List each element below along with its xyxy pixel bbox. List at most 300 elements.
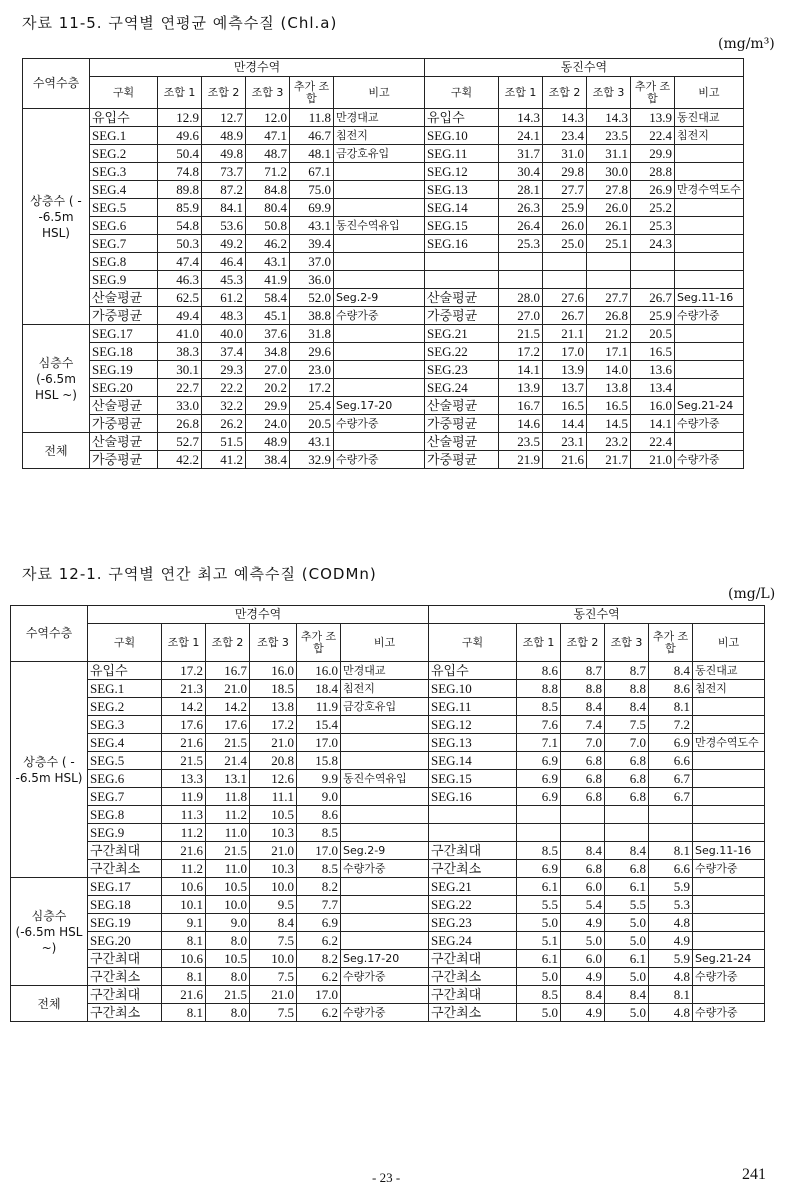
right-combo1-cell: 8.8: [517, 680, 561, 698]
left-combo2-cell: 10.5: [206, 950, 250, 968]
zone-label-total: 전체: [11, 986, 88, 1022]
right-note-cell: 수량가중: [693, 860, 765, 878]
left-additional-cell: 38.8: [290, 307, 334, 325]
left-note-cell: [341, 878, 429, 896]
table-row: [23, 163, 744, 181]
right-note-cell: [675, 253, 744, 271]
right-additional-cell: 5.9: [649, 878, 693, 896]
right-combo3-cell: 6.8: [605, 860, 649, 878]
left-group-header: 만경수역: [90, 59, 425, 77]
right-section-cell: SEG.21: [429, 878, 517, 896]
table-row: [23, 361, 744, 379]
table-row: [11, 950, 765, 968]
right-combo1-cell: 5.5: [517, 896, 561, 914]
table-row: [11, 806, 765, 824]
right-combo1-cell: 24.1: [499, 127, 543, 145]
left-combo1-cell: 30.1: [158, 361, 202, 379]
right-section-cell: SEG.21: [425, 325, 499, 343]
left-combo2-cell: 29.3: [202, 361, 246, 379]
left-additional-cell: 15.4: [297, 716, 341, 734]
left-additional-cell: 37.0: [290, 253, 334, 271]
left-additional-cell: 11.8: [290, 109, 334, 127]
right-note-cell: [693, 914, 765, 932]
right-combo2-cell: 7.0: [561, 734, 605, 752]
right-combo3-cell: 6.8: [605, 770, 649, 788]
right-combo2-cell: 6.8: [561, 860, 605, 878]
right-combo2-cell: 25.9: [543, 199, 587, 217]
right-combo1-cell: 6.9: [517, 752, 561, 770]
right-combo1-cell: [517, 824, 561, 842]
left-section-cell: 가중평균: [90, 451, 158, 469]
left-combo3-cell: 71.2: [246, 163, 290, 181]
col-additional: 추가 조합: [290, 77, 334, 109]
right-combo3-cell: 6.1: [605, 878, 649, 896]
right-combo1-cell: 31.7: [499, 145, 543, 163]
left-additional-cell: 31.8: [290, 325, 334, 343]
left-note-cell: [341, 734, 429, 752]
left-combo3-cell: 20.2: [246, 379, 290, 397]
left-combo1-cell: 11.9: [162, 788, 206, 806]
right-combo1-cell: 5.0: [517, 1004, 561, 1022]
left-note-cell: 수량가중: [334, 307, 425, 325]
left-combo2-cell: 14.2: [206, 698, 250, 716]
right-note-cell: [675, 379, 744, 397]
right-combo2-cell: 21.6: [543, 451, 587, 469]
left-section-cell: SEG.7: [88, 788, 162, 806]
left-section-cell: SEG.4: [90, 181, 158, 199]
left-additional-cell: 6.2: [297, 1004, 341, 1022]
right-additional-cell: 26.9: [631, 181, 675, 199]
left-combo2-cell: 21.5: [206, 986, 250, 1004]
table-row: [23, 109, 744, 127]
left-note-cell: [334, 199, 425, 217]
col-section: 구획: [90, 77, 158, 109]
left-section-cell: SEG.17: [90, 325, 158, 343]
left-section-cell: 산술평균: [90, 433, 158, 451]
table-row: [11, 680, 765, 698]
left-combo1-cell: 85.9: [158, 199, 202, 217]
right-combo1-cell: 30.4: [499, 163, 543, 181]
left-note-cell: 수량가중: [341, 860, 429, 878]
right-combo2-cell: [543, 253, 587, 271]
right-section-cell: 가중평균: [425, 415, 499, 433]
right-combo2-cell: 31.0: [543, 145, 587, 163]
right-combo1-cell: 14.3: [499, 109, 543, 127]
page-number-right: 241: [742, 1166, 766, 1183]
right-section-cell: SEG.15: [425, 217, 499, 235]
left-combo1-cell: 50.4: [158, 145, 202, 163]
left-combo2-cell: 9.0: [206, 914, 250, 932]
right-note-cell: 동진대교: [693, 662, 765, 680]
table-row: [11, 968, 765, 986]
right-section-cell: 산술평균: [425, 433, 499, 451]
left-additional-cell: 8.5: [297, 824, 341, 842]
right-note-cell: [675, 163, 744, 181]
col-combo-1: 조합 1: [158, 77, 202, 109]
table-row: [11, 698, 765, 716]
right-section-cell: SEG.12: [429, 716, 517, 734]
left-additional-cell: 46.7: [290, 127, 334, 145]
right-combo2-cell: 8.4: [561, 698, 605, 716]
right-combo3-cell: 27.8: [587, 181, 631, 199]
table-row: [11, 824, 765, 842]
right-section-cell: 가중평균: [425, 307, 499, 325]
col-combo-2: 조합 2: [202, 77, 246, 109]
left-combo2-cell: 17.6: [206, 716, 250, 734]
right-additional-cell: 8.4: [649, 662, 693, 680]
left-additional-cell: 25.4: [290, 397, 334, 415]
table-row: [23, 199, 744, 217]
left-combo1-cell: 11.2: [162, 824, 206, 842]
right-combo3-cell: 23.5: [587, 127, 631, 145]
left-section-cell: 산술평균: [90, 289, 158, 307]
right-combo2-cell: 4.9: [561, 1004, 605, 1022]
left-note-cell: Seg.17-20: [341, 950, 429, 968]
right-additional-cell: 16.0: [631, 397, 675, 415]
right-section-cell: SEG.23: [425, 361, 499, 379]
left-combo2-cell: 37.4: [202, 343, 246, 361]
col-section: 구획: [88, 624, 162, 662]
right-note-cell: [675, 145, 744, 163]
left-combo2-cell: 61.2: [202, 289, 246, 307]
left-section-cell: SEG.18: [90, 343, 158, 361]
left-combo3-cell: 17.2: [250, 716, 297, 734]
right-combo2-cell: 8.4: [561, 842, 605, 860]
left-section-cell: SEG.5: [88, 752, 162, 770]
left-combo3-cell: 21.0: [250, 734, 297, 752]
left-additional-cell: 8.2: [297, 950, 341, 968]
right-additional-cell: 13.4: [631, 379, 675, 397]
left-combo2-cell: 40.0: [202, 325, 246, 343]
zone-header: 수역수층: [23, 59, 90, 109]
right-combo2-cell: 6.0: [561, 878, 605, 896]
right-additional-cell: 21.0: [631, 451, 675, 469]
left-additional-cell: 39.4: [290, 235, 334, 253]
right-combo2-cell: 13.9: [543, 361, 587, 379]
col-additional: 추가 조합: [297, 624, 341, 662]
right-combo2-cell: [561, 806, 605, 824]
left-combo3-cell: 46.2: [246, 235, 290, 253]
right-combo3-cell: 17.1: [587, 343, 631, 361]
right-combo1-cell: 5.0: [517, 914, 561, 932]
right-additional-cell: 29.9: [631, 145, 675, 163]
left-additional-cell: 8.6: [297, 806, 341, 824]
table-row: [11, 770, 765, 788]
right-combo2-cell: 17.0: [543, 343, 587, 361]
right-additional-cell: 4.9: [649, 932, 693, 950]
left-combo3-cell: 12.6: [250, 770, 297, 788]
right-section-cell: SEG.22: [429, 896, 517, 914]
right-additional-cell: 13.6: [631, 361, 675, 379]
left-combo1-cell: 52.7: [158, 433, 202, 451]
right-combo1-cell: 8.5: [517, 986, 561, 1004]
left-note-cell: [334, 343, 425, 361]
left-additional-cell: 18.4: [297, 680, 341, 698]
left-note-cell: 수량가중: [341, 1004, 429, 1022]
col-additional: 추가 조합: [649, 624, 693, 662]
col-additional: 추가 조합: [631, 77, 675, 109]
left-combo3-cell: 16.0: [250, 662, 297, 680]
left-additional-cell: 11.9: [297, 698, 341, 716]
right-combo3-cell: 7.5: [605, 716, 649, 734]
right-section-cell: SEG.16: [425, 235, 499, 253]
right-combo1-cell: 13.9: [499, 379, 543, 397]
left-note-cell: [334, 181, 425, 199]
right-additional-cell: 22.4: [631, 433, 675, 451]
left-combo3-cell: 9.5: [250, 896, 297, 914]
right-additional-cell: 25.2: [631, 199, 675, 217]
right-combo1-cell: 28.1: [499, 181, 543, 199]
left-section-cell: SEG.3: [90, 163, 158, 181]
right-note-cell: [693, 806, 765, 824]
left-note-cell: Seg.2-9: [341, 842, 429, 860]
left-group-header: 만경수역: [88, 606, 429, 624]
left-note-cell: 만경대교: [334, 109, 425, 127]
right-note-cell: [675, 361, 744, 379]
left-combo3-cell: 10.3: [250, 860, 297, 878]
right-combo1-cell: 8.5: [517, 698, 561, 716]
left-section-cell: SEG.7: [90, 235, 158, 253]
right-combo1-cell: 8.5: [517, 842, 561, 860]
right-combo3-cell: 14.5: [587, 415, 631, 433]
left-combo2-cell: 11.8: [206, 788, 250, 806]
left-combo2-cell: 11.0: [206, 824, 250, 842]
left-additional-cell: 9.9: [297, 770, 341, 788]
left-section-cell: SEG.9: [88, 824, 162, 842]
right-combo3-cell: 14.0: [587, 361, 631, 379]
right-combo3-cell: 31.1: [587, 145, 631, 163]
right-combo3-cell: 21.2: [587, 325, 631, 343]
left-additional-cell: 16.0: [297, 662, 341, 680]
left-section-cell: SEG.9: [90, 271, 158, 289]
right-note-cell: 만경수역도수: [675, 181, 744, 199]
table-row: [11, 788, 765, 806]
right-combo2-cell: 7.4: [561, 716, 605, 734]
left-combo2-cell: 11.2: [206, 806, 250, 824]
left-note-cell: [341, 986, 429, 1004]
left-combo2-cell: 32.2: [202, 397, 246, 415]
left-additional-cell: 67.1: [290, 163, 334, 181]
left-additional-cell: 69.9: [290, 199, 334, 217]
left-combo2-cell: 87.2: [202, 181, 246, 199]
table-row: [23, 415, 744, 433]
right-additional-cell: 22.4: [631, 127, 675, 145]
left-note-cell: [341, 914, 429, 932]
left-combo1-cell: 89.8: [158, 181, 202, 199]
left-combo2-cell: 48.3: [202, 307, 246, 325]
left-combo1-cell: 14.2: [162, 698, 206, 716]
right-combo3-cell: 8.4: [605, 842, 649, 860]
left-combo1-cell: 17.6: [162, 716, 206, 734]
left-note-cell: Seg.17-20: [334, 397, 425, 415]
col-section: 구획: [429, 624, 517, 662]
left-additional-cell: 29.6: [290, 343, 334, 361]
right-section-cell: SEG.15: [429, 770, 517, 788]
left-additional-cell: 23.0: [290, 361, 334, 379]
right-combo2-cell: 6.8: [561, 752, 605, 770]
right-additional-cell: 4.8: [649, 914, 693, 932]
right-combo1-cell: 21.5: [499, 325, 543, 343]
table2-body: [11, 662, 765, 1022]
left-additional-cell: 6.9: [297, 914, 341, 932]
table1-unit: (mg/m³): [718, 36, 775, 52]
left-combo1-cell: 21.6: [162, 986, 206, 1004]
left-section-cell: SEG.17: [88, 878, 162, 896]
left-section-cell: 가중평균: [90, 307, 158, 325]
left-section-cell: 구간최소: [88, 1004, 162, 1022]
right-combo2-cell: 23.4: [543, 127, 587, 145]
right-note-cell: [693, 896, 765, 914]
left-combo1-cell: 26.8: [158, 415, 202, 433]
right-combo2-cell: 13.7: [543, 379, 587, 397]
right-combo1-cell: 6.1: [517, 950, 561, 968]
left-combo1-cell: 49.4: [158, 307, 202, 325]
right-additional-cell: 26.7: [631, 289, 675, 307]
right-section-cell: 구간최소: [429, 968, 517, 986]
right-additional-cell: 8.1: [649, 842, 693, 860]
left-combo3-cell: 45.1: [246, 307, 290, 325]
left-combo2-cell: 21.5: [206, 734, 250, 752]
right-combo2-cell: 25.0: [543, 235, 587, 253]
left-combo2-cell: 21.4: [206, 752, 250, 770]
left-combo3-cell: 27.0: [246, 361, 290, 379]
left-combo2-cell: 11.0: [206, 860, 250, 878]
right-combo2-cell: 5.4: [561, 896, 605, 914]
right-additional-cell: 6.9: [649, 734, 693, 752]
left-additional-cell: 48.1: [290, 145, 334, 163]
right-additional-cell: 4.8: [649, 1004, 693, 1022]
table-row: [23, 181, 744, 199]
right-note-cell: 만경수역도수: [693, 734, 765, 752]
left-note-cell: [341, 788, 429, 806]
table-row: [11, 662, 765, 680]
right-note-cell: [693, 824, 765, 842]
right-note-cell: 수량가중: [675, 307, 744, 325]
col-combo-3: 조합 3: [587, 77, 631, 109]
table1-title: 자료 11-5. 구역별 연평균 예측수질 (Chl.a): [22, 14, 338, 32]
right-note-cell: Seg.21-24: [693, 950, 765, 968]
right-note-cell: 침전지: [693, 680, 765, 698]
left-additional-cell: 9.0: [297, 788, 341, 806]
left-combo3-cell: 48.7: [246, 145, 290, 163]
table1-body: [23, 109, 744, 469]
left-note-cell: [334, 235, 425, 253]
left-combo3-cell: 47.1: [246, 127, 290, 145]
left-note-cell: [334, 253, 425, 271]
right-note-cell: [693, 986, 765, 1004]
right-combo2-cell: 21.1: [543, 325, 587, 343]
left-note-cell: 수량가중: [334, 451, 425, 469]
right-combo3-cell: 25.1: [587, 235, 631, 253]
left-note-cell: 만경대교: [341, 662, 429, 680]
right-combo1-cell: 14.6: [499, 415, 543, 433]
right-note-cell: [675, 325, 744, 343]
left-section-cell: SEG.20: [90, 379, 158, 397]
table-row: [23, 325, 744, 343]
right-section-cell: SEG.16: [429, 788, 517, 806]
left-note-cell: 수량가중: [341, 968, 429, 986]
left-note-cell: [334, 361, 425, 379]
right-combo2-cell: 16.5: [543, 397, 587, 415]
left-combo2-cell: 45.3: [202, 271, 246, 289]
right-combo3-cell: 27.7: [587, 289, 631, 307]
left-combo2-cell: 53.6: [202, 217, 246, 235]
left-additional-cell: 17.0: [297, 734, 341, 752]
left-combo1-cell: 10.6: [162, 950, 206, 968]
right-additional-cell: 6.7: [649, 788, 693, 806]
right-note-cell: [693, 932, 765, 950]
left-note-cell: [334, 325, 425, 343]
left-combo1-cell: 8.1: [162, 932, 206, 950]
left-combo3-cell: 20.8: [250, 752, 297, 770]
right-combo1-cell: 27.0: [499, 307, 543, 325]
left-combo2-cell: 21.5: [206, 842, 250, 860]
right-additional-cell: 25.3: [631, 217, 675, 235]
left-combo3-cell: 10.5: [250, 806, 297, 824]
right-note-cell: [675, 271, 744, 289]
left-section-cell: SEG.19: [88, 914, 162, 932]
left-combo2-cell: 21.0: [206, 680, 250, 698]
right-section-cell: 구간최소: [429, 860, 517, 878]
right-combo1-cell: [499, 253, 543, 271]
left-note-cell: 금강호유입: [341, 698, 429, 716]
right-combo3-cell: 5.0: [605, 968, 649, 986]
right-combo2-cell: 23.1: [543, 433, 587, 451]
right-combo3-cell: 6.8: [605, 788, 649, 806]
left-section-cell: SEG.6: [88, 770, 162, 788]
left-combo3-cell: 24.0: [246, 415, 290, 433]
left-section-cell: SEG.3: [88, 716, 162, 734]
right-combo1-cell: 5.1: [517, 932, 561, 950]
left-note-cell: 금강호유입: [334, 145, 425, 163]
right-combo3-cell: 5.0: [605, 932, 649, 950]
left-note-cell: 동진수역유입: [341, 770, 429, 788]
table-row: [23, 451, 744, 469]
left-combo1-cell: 11.2: [162, 860, 206, 878]
left-combo1-cell: 42.2: [158, 451, 202, 469]
table-row: [11, 896, 765, 914]
right-combo2-cell: 6.8: [561, 788, 605, 806]
right-combo1-cell: 17.2: [499, 343, 543, 361]
left-combo3-cell: 11.1: [250, 788, 297, 806]
table-row: [23, 379, 744, 397]
left-additional-cell: 17.0: [297, 986, 341, 1004]
col-combo-2: 조합 2: [561, 624, 605, 662]
zone-label-total: 전체: [23, 433, 90, 469]
right-combo3-cell: 13.8: [587, 379, 631, 397]
right-combo2-cell: 14.3: [543, 109, 587, 127]
left-additional-cell: 36.0: [290, 271, 334, 289]
left-combo3-cell: 10.3: [250, 824, 297, 842]
right-section-cell: 산술평균: [425, 397, 499, 415]
right-combo3-cell: 8.8: [605, 680, 649, 698]
table-row: [11, 734, 765, 752]
right-additional-cell: [649, 806, 693, 824]
right-section-cell: SEG.22: [425, 343, 499, 361]
right-combo2-cell: 8.8: [561, 680, 605, 698]
right-combo1-cell: 6.9: [517, 788, 561, 806]
right-section-cell: 구간최대: [429, 950, 517, 968]
left-combo2-cell: 46.4: [202, 253, 246, 271]
right-combo3-cell: 26.1: [587, 217, 631, 235]
right-combo2-cell: 27.7: [543, 181, 587, 199]
left-section-cell: 가중평균: [90, 415, 158, 433]
right-combo3-cell: 23.2: [587, 433, 631, 451]
right-additional-cell: [631, 271, 675, 289]
right-additional-cell: 20.5: [631, 325, 675, 343]
right-section-cell: [425, 271, 499, 289]
col-note: 비고: [693, 624, 765, 662]
